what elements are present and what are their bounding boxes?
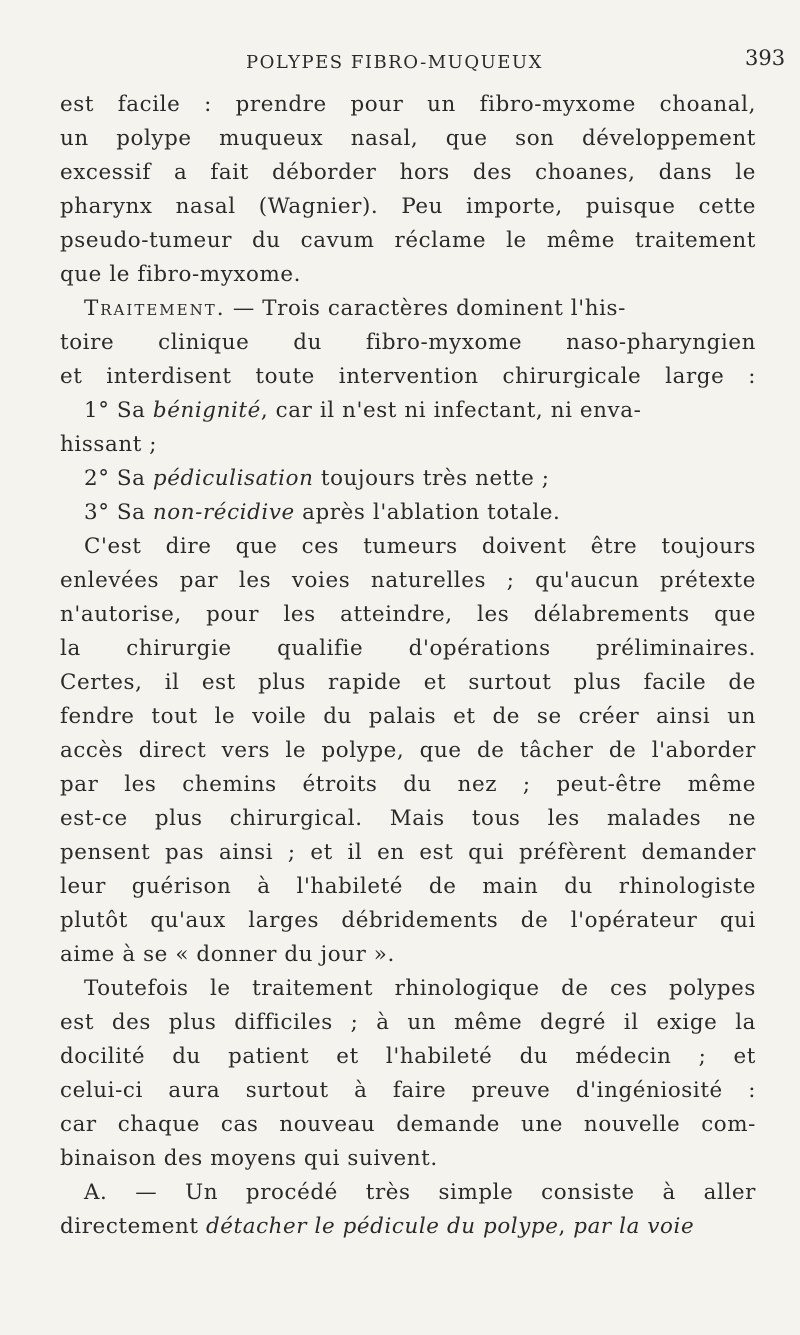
text-line: est des plus difficiles ; à un même degré il exige la [60,1010,756,1035]
emphasis: par la voie [573,1214,695,1239]
text-line: excessif a fait déborder hors des choanes, dans le [60,160,756,185]
section-heading-line [84,292,626,326]
text-line: leur guérison à l'habileté de main du rhinologiste [60,874,756,899]
page-number: 393 [745,46,786,70]
text-line: est-ce plus chirurgical. Mais tous les malades ne [60,806,756,831]
text-line: celui-ci aura surtout à faire preuve d'ingéniosité : [60,1078,756,1103]
emphasis: détacher le pédicule du polype [205,1214,559,1239]
text-line: C'est dire que ces tumeurs doivent être toujours [84,534,756,559]
text-line: enlevées par les voies naturelles ; qu'aucun prétexte [60,568,756,593]
list-item [84,462,550,496]
emphasis: bénignité [152,398,261,423]
text-line: pharynx nasal (Wagnier). Peu importe, puisque cette [60,194,756,219]
text-line: un polype muqueux nasal, que son développement [60,126,756,151]
text-line: A. — Un procédé très simple consiste à aller [84,1180,756,1205]
text-line: pseudo-tumeur du cavum réclame le même traitement [60,228,756,253]
text-line: accès direct vers le polype, que de tâcher de l'aborder [60,738,756,763]
text-span: toujours très nette ; [313,466,550,491]
text-line: que le fibro-myxome. [60,262,302,287]
text-line: toire clinique du fibro-myxome naso-pharyngien [60,330,756,355]
text-line: docilité du patient et l'habileté du médecin ; et [60,1044,756,1069]
text-line: binaison des moyens qui suivent. [60,1146,438,1171]
text-line: Certes, il est plus rapide et surtout plus facile de [60,670,756,695]
text-span: directement [60,1214,206,1239]
text-line: fendre tout le voile du palais et de se créer ainsi un [60,704,756,729]
emphasis: non-récidive [152,500,295,525]
section-heading: Traitement. [84,296,226,321]
emphasis: pédiculisation [152,466,314,491]
text-line: car chaque cas nouveau demande une nouvelle com- [60,1112,756,1137]
list-item [84,496,560,530]
text-line: Toutefois le traitement rhinologique de ces polypes [84,976,756,1001]
text-line: la chirurgie qualifie d'opérations préliminaires. [60,636,756,661]
text-line: n'autorise, pour les atteindre, les délabrements que [60,602,756,627]
text-line: plutôt qu'aux larges débridements de l'opérateur qui [60,908,756,933]
list-item-number: 1° Sa [84,398,153,423]
list-item [84,394,641,428]
text-line: et interdisent toute intervention chirurgicale large : [60,364,756,389]
text-line: aime à se « donner du jour ». [60,942,395,967]
running-title: POLYPES FIBRO-MUQUEUX [246,52,543,73]
text-line: par les chemins étroits du nez ; peut-être même [60,772,756,797]
text-span: — Trois caractères dominent l'his- [225,296,626,321]
text-line: pensent pas ainsi ; et il en est qui préfèrent demander [60,840,756,865]
text-span: , car il n'est ni infectant, ni enva- [260,398,642,423]
text-line [60,1210,694,1244]
text-span: après l'ablation totale. [294,500,561,525]
text-span: , [558,1214,574,1239]
list-item-number: 2° Sa [84,466,153,491]
text-line: est facile : prendre pour un fibro-myxome choanal, [60,92,756,117]
text-line: hissant ; [60,432,158,457]
list-item-number: 3° Sa [84,500,153,525]
